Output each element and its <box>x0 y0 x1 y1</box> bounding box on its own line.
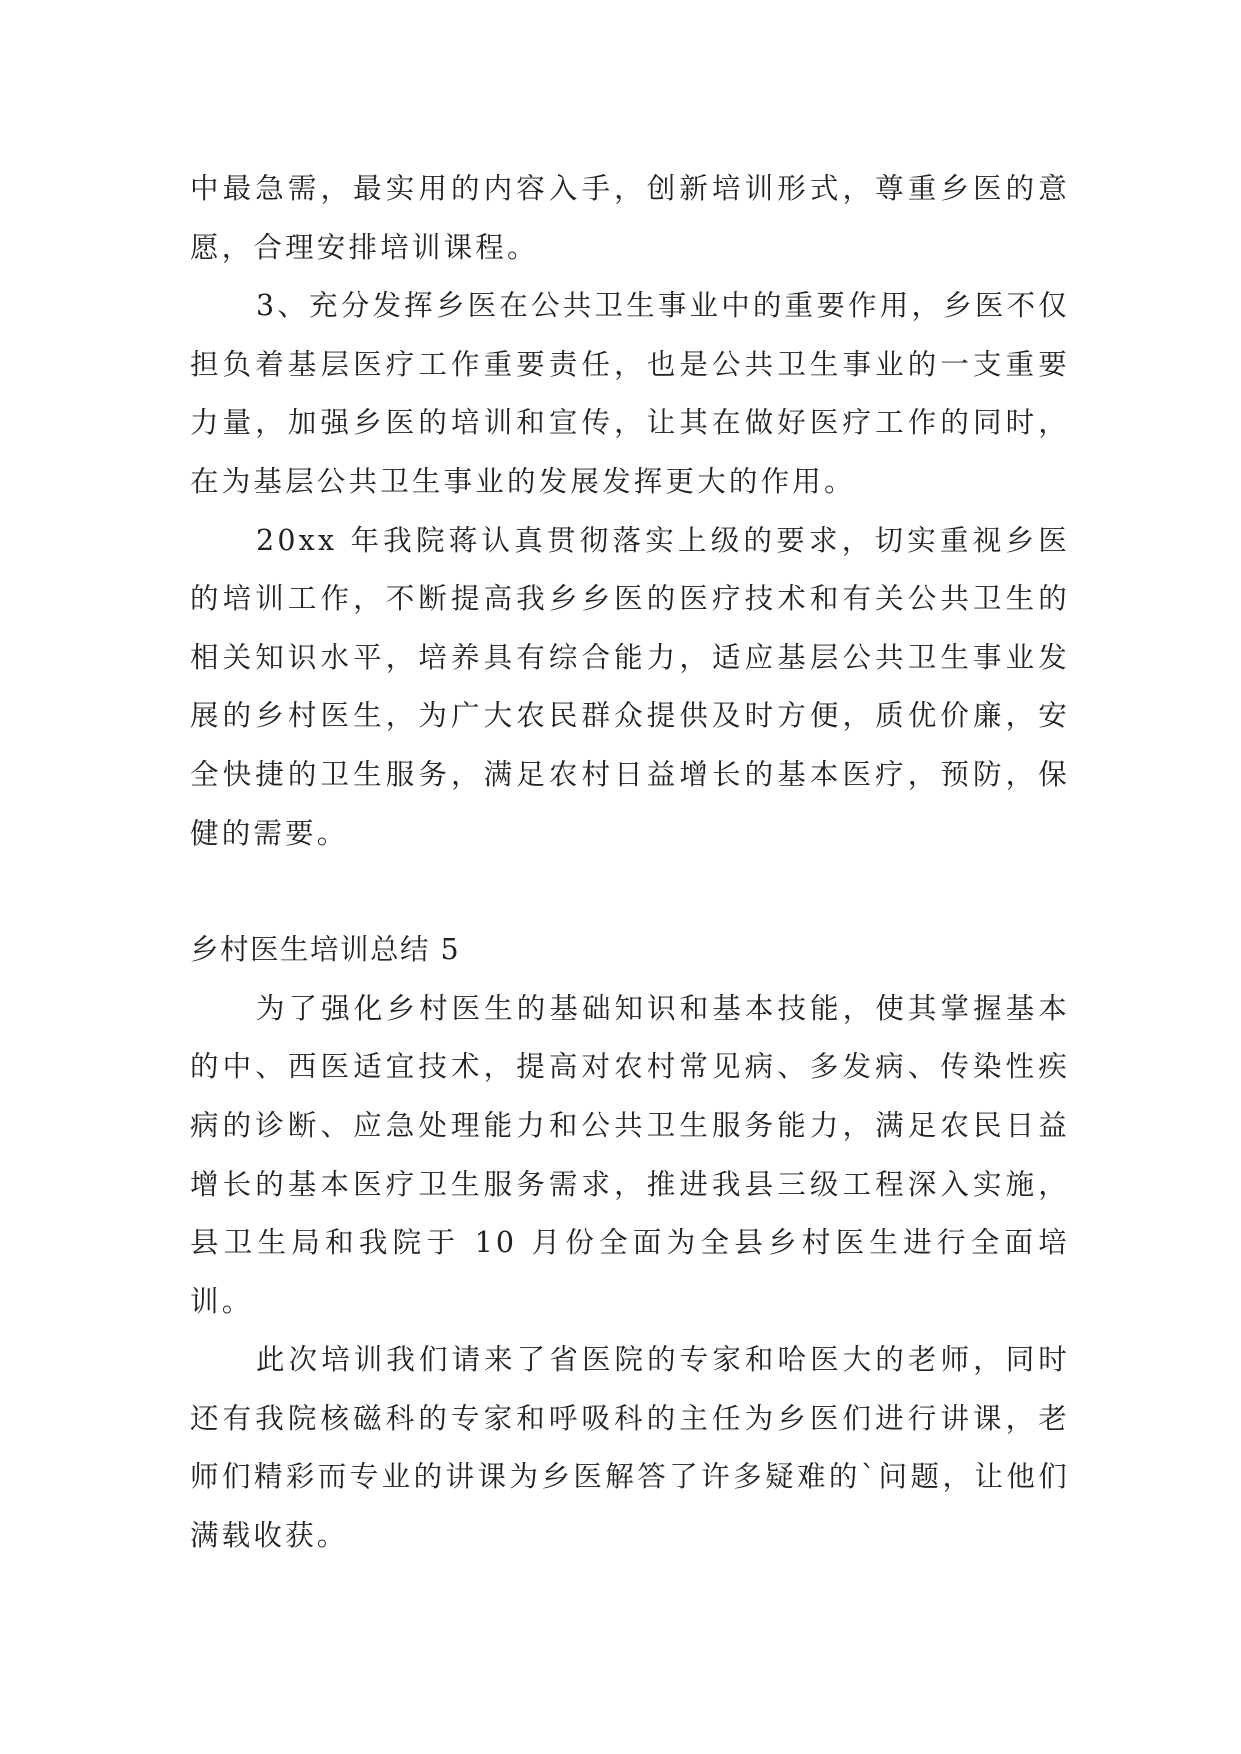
paragraph-point-3: 3、充分发挥乡医在公共卫生事业中的重要作用，乡医不仅担负着基层医疗工作重要责任，也是公共卫生事业的一支重要力量，加强乡医的培训和宣传，让其在做好医疗工作的同时，在为基层公共卫生事业的发展发挥更大的作用。 <box>190 289 1070 498</box>
section-heading: 乡村医生培训总结 5 <box>190 933 461 967</box>
paragraph-summary: 20xx 年我院蒋认真贯彻落实上级的要求，切实重视乡医的培训工作，不断提高我乡乡医的医疗技术和有关公共卫生的相关知识水平，培养具有综合能力，适应基层公共卫生事业发展的乡村医生，为广大农民群众提供及时方便，质优价廉，安全快捷的卫生服务，满足农村日益增长的基本医疗，预防，保健的需要。 <box>190 523 1070 850</box>
paragraph-training-experts: 此次培训我们请来了省医院的专家和哈医大的老师，同时还有我院核磁科的专家和呼吸科的主任为乡医们进行讲课，老师们精彩而专业的讲课为乡医解答了许多疑难的`问题，让他们满载收获。 <box>190 1343 1070 1553</box>
paragraph-continuation: 中最急需，最实用的内容入手，创新培训形式，尊重乡医的意愿，合理安排培训课程。 <box>190 172 1070 264</box>
section-spacer <box>190 863 1070 921</box>
document-body <box>190 160 1070 1566</box>
paragraph-training-intro: 为了强化乡村医生的基础知识和基本技能，使其掌握基本的中、西医适宜技术，提高对农村常见病、多发病、传染性疾病的诊断、应急处理能力和公共卫生服务能力，满足农民日益增长的基本医疗卫生服务需求，推进我县三级工程深入实施，县卫生局和我院于 10 月份全面为全县乡村医生进行全面培训。 <box>190 991 1070 1318</box>
